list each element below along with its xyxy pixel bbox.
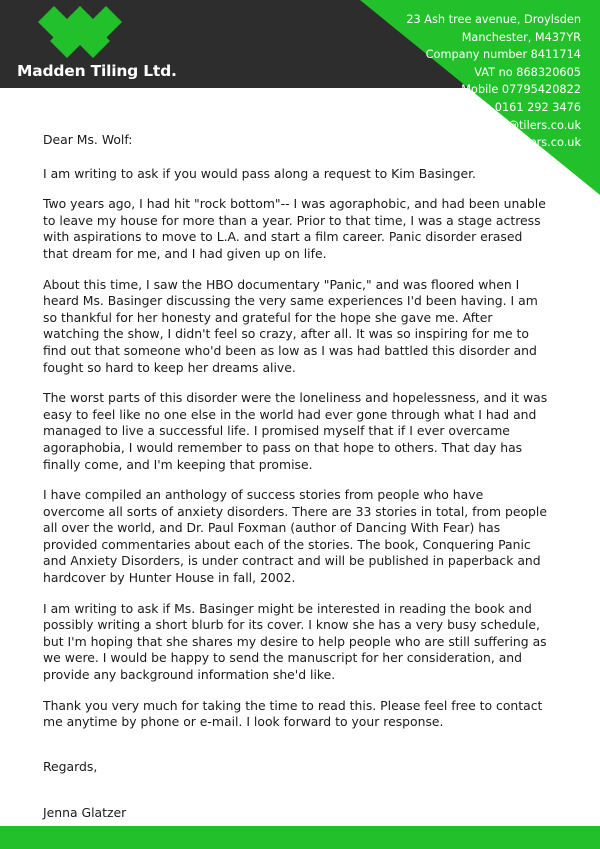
email-link[interactable]: andrew@tilers.co.uk <box>465 118 581 132</box>
signature: Jenna Glatzer <box>43 805 127 821</box>
tile-diamonds-logo-icon <box>28 6 148 62</box>
address-line-2: Manchester, M437YR <box>461 30 581 44</box>
letter-paragraph-6: I am writing to ask if Ms. Basinger might be interested in reading the book and possibly writing a short blurb for its cover. I know she has a very busy schedule, but I'm hoping that she shares my desire to help people who are still suffering as we were. I would be happy to send the manuscript for her consideration, and provide any background information she'd like. <box>43 600 547 683</box>
letter-paragraph-1: I am writing to ask if you would pass along a request to Kim Basinger. <box>43 165 476 181</box>
letter-paragraph-4: The worst parts of this disorder were the loneliness and hopelessness, and it was easy to feel like no one else in the world had ever gone through what I had and managed to live a successful life. I promised myself that if I ever overcame agoraphobia, I would remember to pass on that hope to others. That day has finally come, and I'm keeping that promise. <box>43 390 548 472</box>
office-number: Office 0161 292 3476 <box>458 100 581 114</box>
address-line-1: 23 Ash tree avenue, Droylsden <box>406 13 581 26</box>
salutation: Dear Ms. Wolf: <box>43 132 133 147</box>
company-number: Company number 8411714 <box>425 48 581 62</box>
footer-green-bar <box>0 826 600 849</box>
letter-paragraph-5: I have compiled an anthology of success stories from people who have overcome all sorts of anxiety disorders. There are 33 stories in total, from people all over the world, and Dr. Paul Foxman (author of Dancing With Fear) has provided commentaries about each of the stories. The book, Conquering Panic and Anxiety Disorders, is under contract and will be published in paperback and hardcover by Hunter House in fall, 2002. <box>43 487 547 586</box>
letter-paragraph-3: About this time, I saw the HBO documentary "Panic," and was floored when I heard Ms. Basinger discussing the very same experiences I'd been having. I am so thankful for her honesty and grateful for the hope she gave me. After watching the show, I didn't feel so crazy, after all. It was so inspiring for me to find out that someone who'd been as low as I was had battled this disorder and fought so hard to keep her dreams alive. <box>43 276 538 375</box>
company-name: Madden Tiling Ltd. <box>17 62 177 80</box>
website-link[interactable]: www.tilers.co.uk <box>488 136 581 150</box>
letter-body <box>43 132 548 836</box>
letter-paragraph-2: Two years ago, I had hit "rock bottom"-- I was agoraphobic, and had been unable to leave my house for more than a year. Prior to that time, I was a stage actress with aspirations to move to L.A. and start a film career. Panic disorder erased that dream for me, and I had given up on life. <box>43 196 546 261</box>
contact-block <box>406 11 581 152</box>
closing: Regards, <box>43 758 98 774</box>
mobile-number: Mobile 07795420822 <box>461 83 581 97</box>
letter-paragraph-7: Thank you very much for taking the time to read this. Please feel free to contact me anytime by phone or e-mail. I look forward to your response. <box>43 697 543 730</box>
vat-number: VAT no 868320605 <box>474 65 581 79</box>
